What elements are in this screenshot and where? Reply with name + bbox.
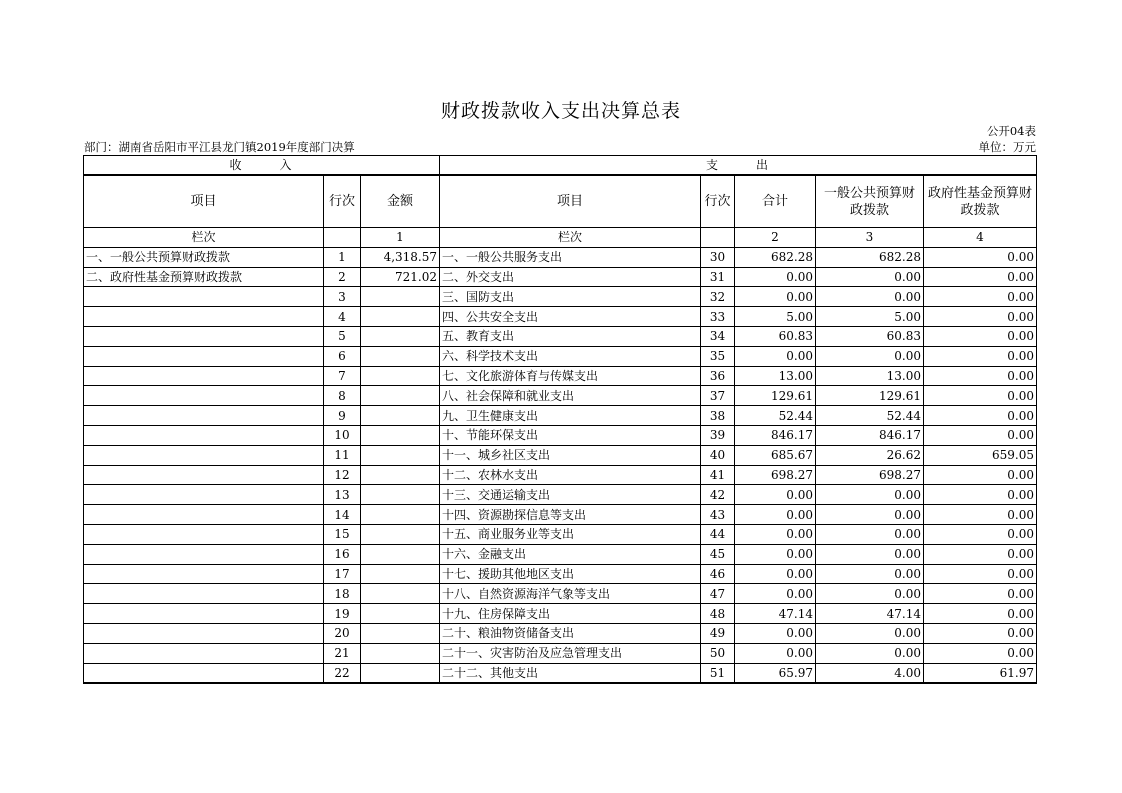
expense-general-cell: 60.83 [816, 326, 924, 346]
expense-item-cell: 五、教育支出 [440, 326, 701, 346]
expense-fund-cell: 0.00 [924, 524, 1037, 544]
table-row [84, 366, 1037, 386]
income-row-number: 20 [324, 623, 361, 643]
income-amount-cell [361, 623, 440, 643]
col-header-expense-fund: 政府性基金预算财政拨款 [924, 175, 1037, 228]
expense-total-cell: 685.67 [735, 445, 816, 465]
section-header-row [84, 156, 1037, 176]
expense-item-cell: 十、节能环保支出 [440, 425, 701, 445]
expense-total-cell: 0.00 [735, 287, 816, 307]
expense-item-cell: 十六、金融支出 [440, 544, 701, 564]
income-row-number: 9 [324, 406, 361, 426]
expense-row-number: 33 [701, 307, 735, 327]
index-expense-label: 栏次 [440, 228, 701, 248]
income-item-cell [84, 326, 324, 346]
expense-total-cell: 0.00 [735, 564, 816, 584]
expense-fund-cell: 0.00 [924, 406, 1037, 426]
income-row-number: 1 [324, 247, 361, 267]
table-row [84, 247, 1037, 267]
expense-general-cell: 846.17 [816, 425, 924, 445]
income-amount-cell [361, 485, 440, 505]
expense-row-number: 38 [701, 406, 735, 426]
table-row [84, 386, 1037, 406]
unit-label: 单位：万元 [978, 140, 1036, 154]
expense-total-cell: 0.00 [735, 584, 816, 604]
budget-table [83, 155, 1037, 684]
form-code: 公开04表 [986, 124, 1036, 138]
expense-general-cell: 26.62 [816, 445, 924, 465]
income-row-number: 15 [324, 524, 361, 544]
table-row [84, 307, 1037, 327]
expense-total-cell: 129.61 [735, 386, 816, 406]
expense-item-cell: 十三、交通运输支出 [440, 485, 701, 505]
expense-fund-cell: 0.00 [924, 287, 1037, 307]
expense-fund-cell: 659.05 [924, 445, 1037, 465]
income-row-number: 22 [324, 663, 361, 683]
income-row-number: 21 [324, 643, 361, 663]
income-item-cell [84, 584, 324, 604]
income-amount-cell: 721.02 [361, 267, 440, 287]
table-row [84, 326, 1037, 346]
expense-row-number: 31 [701, 267, 735, 287]
income-amount-cell [361, 346, 440, 366]
expense-fund-cell: 0.00 [924, 267, 1037, 287]
income-item-cell [84, 505, 324, 525]
expense-item-cell: 二十一、灾害防治及应急管理支出 [440, 643, 701, 663]
expense-item-cell: 十五、商业服务业等支出 [440, 524, 701, 544]
income-amount-cell [361, 425, 440, 445]
expense-item-cell: 十九、住房保障支出 [440, 604, 701, 624]
col-header-expense-total: 合计 [735, 175, 816, 228]
expense-row-number: 51 [701, 663, 735, 683]
expense-row-number: 34 [701, 326, 735, 346]
column-header-row [84, 175, 1037, 228]
expense-item-cell: 四、公共安全支出 [440, 307, 701, 327]
income-item-cell [84, 386, 324, 406]
expense-fund-cell: 0.00 [924, 247, 1037, 267]
expense-row-number: 30 [701, 247, 735, 267]
expense-row-number: 37 [701, 386, 735, 406]
income-item-cell: 二、政府性基金预算财政拨款 [84, 267, 324, 287]
expense-general-cell: 682.28 [816, 247, 924, 267]
col-header-income-row: 行次 [324, 175, 361, 228]
expense-fund-cell: 0.00 [924, 465, 1037, 485]
table-row [84, 564, 1037, 584]
expense-row-number: 49 [701, 623, 735, 643]
expense-general-cell: 0.00 [816, 346, 924, 366]
expense-total-cell: 0.00 [735, 485, 816, 505]
expense-general-cell: 129.61 [816, 386, 924, 406]
income-amount-cell [361, 663, 440, 683]
expense-item-cell: 十四、资源勘探信息等支出 [440, 505, 701, 525]
income-amount-cell [361, 643, 440, 663]
expense-general-cell: 5.00 [816, 307, 924, 327]
expense-item-cell: 十一、城乡社区支出 [440, 445, 701, 465]
expense-general-cell: 0.00 [816, 544, 924, 564]
income-row-number: 3 [324, 287, 361, 307]
expense-total-cell: 5.00 [735, 307, 816, 327]
expense-fund-cell: 0.00 [924, 346, 1037, 366]
income-item-cell [84, 623, 324, 643]
expense-row-number: 44 [701, 524, 735, 544]
expense-item-cell: 六、科学技术支出 [440, 346, 701, 366]
expense-item-cell: 三、国防支出 [440, 287, 701, 307]
income-amount-cell [361, 584, 440, 604]
table-row [84, 505, 1037, 525]
table-row [84, 406, 1037, 426]
page-title: 财政拨款收入支出决算总表 [440, 100, 681, 122]
expense-row-number: 35 [701, 346, 735, 366]
expense-item-cell: 二十二、其他支出 [440, 663, 701, 683]
income-amount-cell [361, 406, 440, 426]
income-item-cell [84, 445, 324, 465]
expense-total-cell: 698.27 [735, 465, 816, 485]
income-item-cell [84, 366, 324, 386]
income-item-cell [84, 564, 324, 584]
income-amount-cell [361, 386, 440, 406]
expense-general-cell: 0.00 [816, 643, 924, 663]
expense-general-cell: 4.00 [816, 663, 924, 683]
expense-row-number: 47 [701, 584, 735, 604]
expense-fund-cell: 0.00 [924, 623, 1037, 643]
expense-total-cell: 0.00 [735, 267, 816, 287]
table-row [84, 465, 1037, 485]
income-amount-cell [361, 524, 440, 544]
expense-item-cell: 八、社会保障和就业支出 [440, 386, 701, 406]
expense-fund-cell: 0.00 [924, 485, 1037, 505]
expense-item-cell: 十二、农林水支出 [440, 465, 701, 485]
expense-item-cell: 一、一般公共服务支出 [440, 247, 701, 267]
income-row-number: 8 [324, 386, 361, 406]
expense-fund-cell: 0.00 [924, 643, 1037, 663]
income-item-cell [84, 406, 324, 426]
expense-total-cell: 0.00 [735, 623, 816, 643]
expense-fund-cell: 0.00 [924, 386, 1037, 406]
table-row [84, 643, 1037, 663]
income-row-number: 18 [324, 584, 361, 604]
income-row-number: 13 [324, 485, 361, 505]
index-expense-row [701, 228, 735, 248]
expense-fund-cell: 0.00 [924, 584, 1037, 604]
index-income-label: 栏次 [84, 228, 324, 248]
expense-total-cell: 0.00 [735, 524, 816, 544]
table-row [84, 287, 1037, 307]
table-row [84, 445, 1037, 465]
expense-row-number: 46 [701, 564, 735, 584]
table-row [84, 623, 1037, 643]
expense-general-cell: 0.00 [816, 584, 924, 604]
expense-row-number: 42 [701, 485, 735, 505]
table-row [84, 524, 1037, 544]
expense-row-number: 40 [701, 445, 735, 465]
table-row [84, 267, 1037, 287]
income-amount-cell [361, 564, 440, 584]
expense-row-number: 48 [701, 604, 735, 624]
expense-total-cell: 0.00 [735, 643, 816, 663]
expense-total-cell: 13.00 [735, 366, 816, 386]
expense-general-cell: 0.00 [816, 485, 924, 505]
index-expense-fund: 4 [924, 228, 1037, 248]
income-section-header: 收入 [84, 156, 440, 176]
index-expense-general: 3 [816, 228, 924, 248]
income-row-number: 11 [324, 445, 361, 465]
col-header-income-amount: 金额 [361, 175, 440, 228]
expense-general-cell: 47.14 [816, 604, 924, 624]
expense-fund-cell: 0.00 [924, 544, 1037, 564]
index-income-row [324, 228, 361, 248]
table-row [84, 663, 1037, 683]
income-item-cell [84, 287, 324, 307]
expense-section-header: 支出 [440, 156, 1037, 176]
table-row [84, 584, 1037, 604]
income-item-cell [84, 643, 324, 663]
department-label: 部门：湖南省岳阳市平江县龙门镇2019年度部门决算 [84, 140, 355, 154]
expense-item-cell: 十七、援助其他地区支出 [440, 564, 701, 584]
expense-total-cell: 0.00 [735, 544, 816, 564]
income-item-cell: 一、一般公共预算财政拨款 [84, 247, 324, 267]
income-amount-cell [361, 445, 440, 465]
income-row-number: 16 [324, 544, 361, 564]
income-row-number: 17 [324, 564, 361, 584]
expense-general-cell: 698.27 [816, 465, 924, 485]
table-row [84, 425, 1037, 445]
income-item-cell [84, 663, 324, 683]
expense-item-cell: 九、卫生健康支出 [440, 406, 701, 426]
income-row-number: 12 [324, 465, 361, 485]
expense-item-cell: 二十、粮油物资储备支出 [440, 623, 701, 643]
income-amount-cell [361, 505, 440, 525]
income-amount-cell [361, 307, 440, 327]
table-row [84, 544, 1037, 564]
col-header-expense-general: 一般公共预算财政拨款 [816, 175, 924, 228]
income-item-cell [84, 346, 324, 366]
expense-total-cell: 60.83 [735, 326, 816, 346]
expense-total-cell: 52.44 [735, 406, 816, 426]
income-row-number: 5 [324, 326, 361, 346]
expense-row-number: 41 [701, 465, 735, 485]
expense-general-cell: 0.00 [816, 505, 924, 525]
expense-general-cell: 0.00 [816, 623, 924, 643]
expense-row-number: 50 [701, 643, 735, 663]
expense-fund-cell: 0.00 [924, 326, 1037, 346]
income-amount-cell [361, 366, 440, 386]
expense-fund-cell: 0.00 [924, 307, 1037, 327]
table-row [84, 346, 1037, 366]
income-amount-cell: 4,318.57 [361, 247, 440, 267]
expense-row-number: 36 [701, 366, 735, 386]
income-amount-cell [361, 287, 440, 307]
income-amount-cell [361, 326, 440, 346]
income-item-cell [84, 544, 324, 564]
expense-general-cell: 0.00 [816, 267, 924, 287]
income-row-number: 4 [324, 307, 361, 327]
income-item-cell [84, 485, 324, 505]
expense-row-number: 39 [701, 425, 735, 445]
income-row-number: 19 [324, 604, 361, 624]
expense-row-number: 32 [701, 287, 735, 307]
expense-general-cell: 52.44 [816, 406, 924, 426]
col-header-expense-row: 行次 [701, 175, 735, 228]
income-amount-cell [361, 465, 440, 485]
expense-total-cell: 682.28 [735, 247, 816, 267]
table-row [84, 485, 1037, 505]
income-item-cell [84, 307, 324, 327]
expense-fund-cell: 61.97 [924, 663, 1037, 683]
income-row-number: 6 [324, 346, 361, 366]
expense-general-cell: 13.00 [816, 366, 924, 386]
index-expense-total: 2 [735, 228, 816, 248]
expense-fund-cell: 0.00 [924, 505, 1037, 525]
expense-total-cell: 47.14 [735, 604, 816, 624]
income-amount-cell [361, 544, 440, 564]
column-index-row [84, 228, 1037, 248]
expense-fund-cell: 0.00 [924, 564, 1037, 584]
expense-total-cell: 0.00 [735, 346, 816, 366]
income-item-cell [84, 425, 324, 445]
expense-fund-cell: 0.00 [924, 425, 1037, 445]
expense-item-cell: 十八、自然资源海洋气象等支出 [440, 584, 701, 604]
expense-item-cell: 七、文化旅游体育与传媒支出 [440, 366, 701, 386]
income-row-number: 7 [324, 366, 361, 386]
expense-total-cell: 846.17 [735, 425, 816, 445]
expense-row-number: 43 [701, 505, 735, 525]
expense-fund-cell: 0.00 [924, 366, 1037, 386]
expense-row-number: 45 [701, 544, 735, 564]
expense-general-cell: 0.00 [816, 564, 924, 584]
table-row [84, 604, 1037, 624]
income-amount-cell [361, 604, 440, 624]
expense-general-cell: 0.00 [816, 287, 924, 307]
col-header-income-item: 项目 [84, 175, 324, 228]
income-item-cell [84, 524, 324, 544]
index-income-amount: 1 [361, 228, 440, 248]
col-header-expense-item: 项目 [440, 175, 701, 228]
expense-general-cell: 0.00 [816, 524, 924, 544]
expense-fund-cell: 0.00 [924, 604, 1037, 624]
income-row-number: 14 [324, 505, 361, 525]
income-item-cell [84, 604, 324, 624]
income-item-cell [84, 465, 324, 485]
income-row-number: 2 [324, 267, 361, 287]
expense-total-cell: 65.97 [735, 663, 816, 683]
income-row-number: 10 [324, 425, 361, 445]
expense-total-cell: 0.00 [735, 505, 816, 525]
expense-item-cell: 二、外交支出 [440, 267, 701, 287]
